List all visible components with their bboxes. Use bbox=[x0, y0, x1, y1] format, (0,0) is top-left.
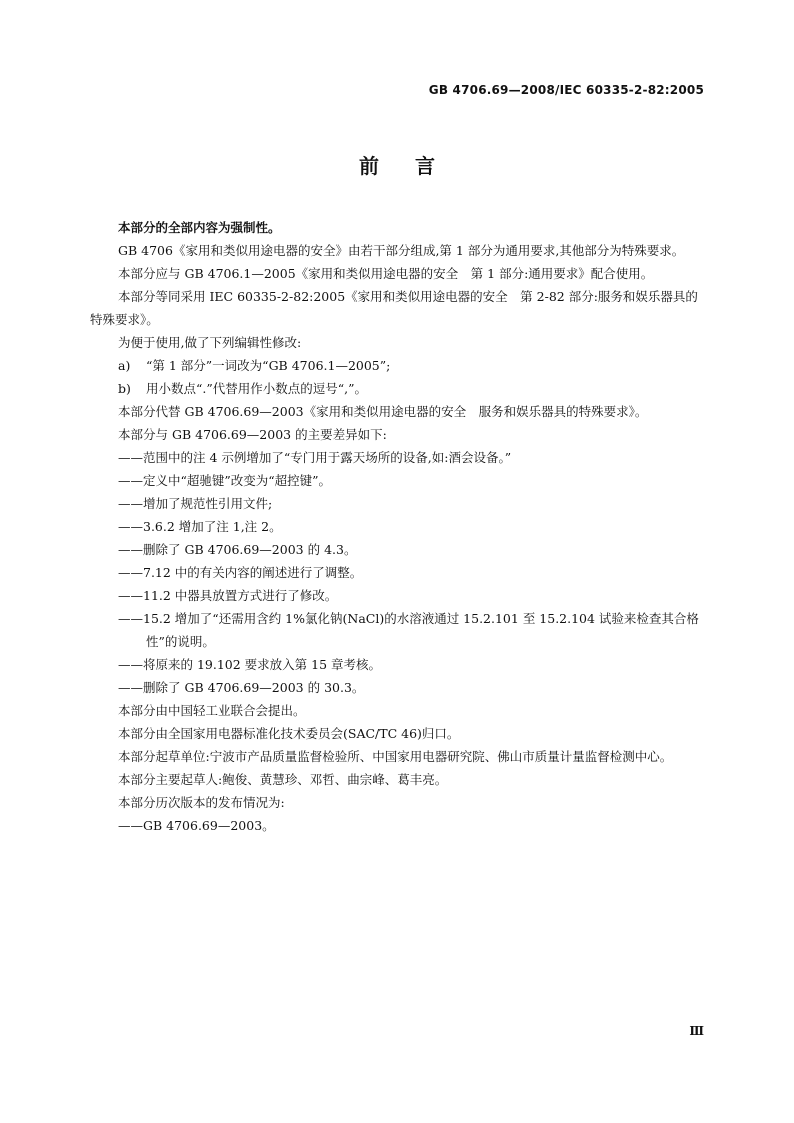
foreword-body bbox=[90, 216, 704, 837]
previous-edition-item: ——GB 4706.69—2003。 bbox=[118, 818, 275, 833]
difference-item: ——将原来的 19.102 要求放入第 15 章考核。 bbox=[118, 657, 382, 672]
difference-item: ——定义中“超驰键”改变为“超控键”。 bbox=[118, 473, 332, 488]
list-text: “第 1 部分”一词改为“GB 4706.1—2005”; bbox=[146, 358, 391, 373]
page-number: Ⅲ bbox=[689, 1024, 704, 1038]
paragraph: 本部分起草单位:宁波市产品质量监督检验所、中国家用电器研究院、佛山市质量计量监督检测中心。 bbox=[118, 749, 673, 764]
list-item-b bbox=[90, 377, 704, 400]
paragraph: 本部分代替 GB 4706.69—2003《家用和类似用途电器的安全 服务和娱乐器具的特殊要求》。 bbox=[118, 404, 648, 419]
paragraph: 本部分主要起草人:鲍俊、黄慧珍、邓哲、曲宗峰、葛丰亮。 bbox=[118, 772, 448, 787]
difference-item: ——11.2 中器具放置方式进行了修改。 bbox=[118, 588, 338, 603]
paragraph: 本部分与 GB 4706.69—2003 的主要差异如下: bbox=[118, 427, 387, 442]
mandatory-statement: 本部分的全部内容为强制性。 bbox=[118, 220, 281, 235]
standard-code-header: GB 4706.69—2008/IEC 60335-2-82:2005 bbox=[428, 83, 704, 97]
title-char-1: 前 bbox=[359, 154, 379, 178]
list-marker: b) bbox=[118, 381, 131, 396]
paragraph: 本部分由全国家用电器标准化技术委员会(SAC/TC 46)归口。 bbox=[118, 726, 460, 741]
difference-item: ——3.6.2 增加了注 1,注 2。 bbox=[118, 519, 282, 534]
paragraph: GB 4706《家用和类似用途电器的安全》由若干部分组成,第 1 部分为通用要求,其他部分为特殊要求。 bbox=[118, 243, 685, 258]
difference-item: ——15.2 增加了“还需用含约 1%氯化钠(NaCl)的水溶液通过 15.2.101 至 15.2.104 试验来检查其合格性”的说明。 bbox=[118, 611, 699, 649]
list-item-a bbox=[90, 354, 704, 377]
page-title bbox=[0, 150, 794, 179]
paragraph: 为便于使用,做了下列编辑性修改: bbox=[118, 335, 302, 350]
difference-item: ——范围中的注 4 示例增加了“专门用于露天场所的设备,如:酒会设备。” bbox=[118, 450, 512, 465]
difference-item: ——删除了 GB 4706.69—2003 的 4.3。 bbox=[118, 542, 357, 557]
difference-item: ——删除了 GB 4706.69—2003 的 30.3。 bbox=[118, 680, 365, 695]
difference-item: ——7.12 中的有关内容的阐述进行了调整。 bbox=[118, 565, 363, 580]
list-text: 用小数点“.”代替用作小数点的逗号“,”。 bbox=[146, 381, 368, 396]
paragraph: 本部分由中国轻工业联合会提出。 bbox=[118, 703, 306, 718]
paragraph: 本部分等同采用 IEC 60335-2-82:2005《家用和类似用途电器的安全 第 2-82 部分:服务和娱乐器具的特殊要求》。 bbox=[90, 289, 698, 327]
paragraph: 本部分应与 GB 4706.1—2005《家用和类似用途电器的安全 第 1 部分:通用要求》配合使用。 bbox=[118, 266, 654, 281]
paragraph: 本部分历次版本的发布情况为: bbox=[118, 795, 285, 810]
difference-item: ——增加了规范性引用文件; bbox=[118, 496, 273, 511]
list-marker: a) bbox=[118, 358, 131, 373]
title-char-2: 言 bbox=[415, 154, 435, 178]
